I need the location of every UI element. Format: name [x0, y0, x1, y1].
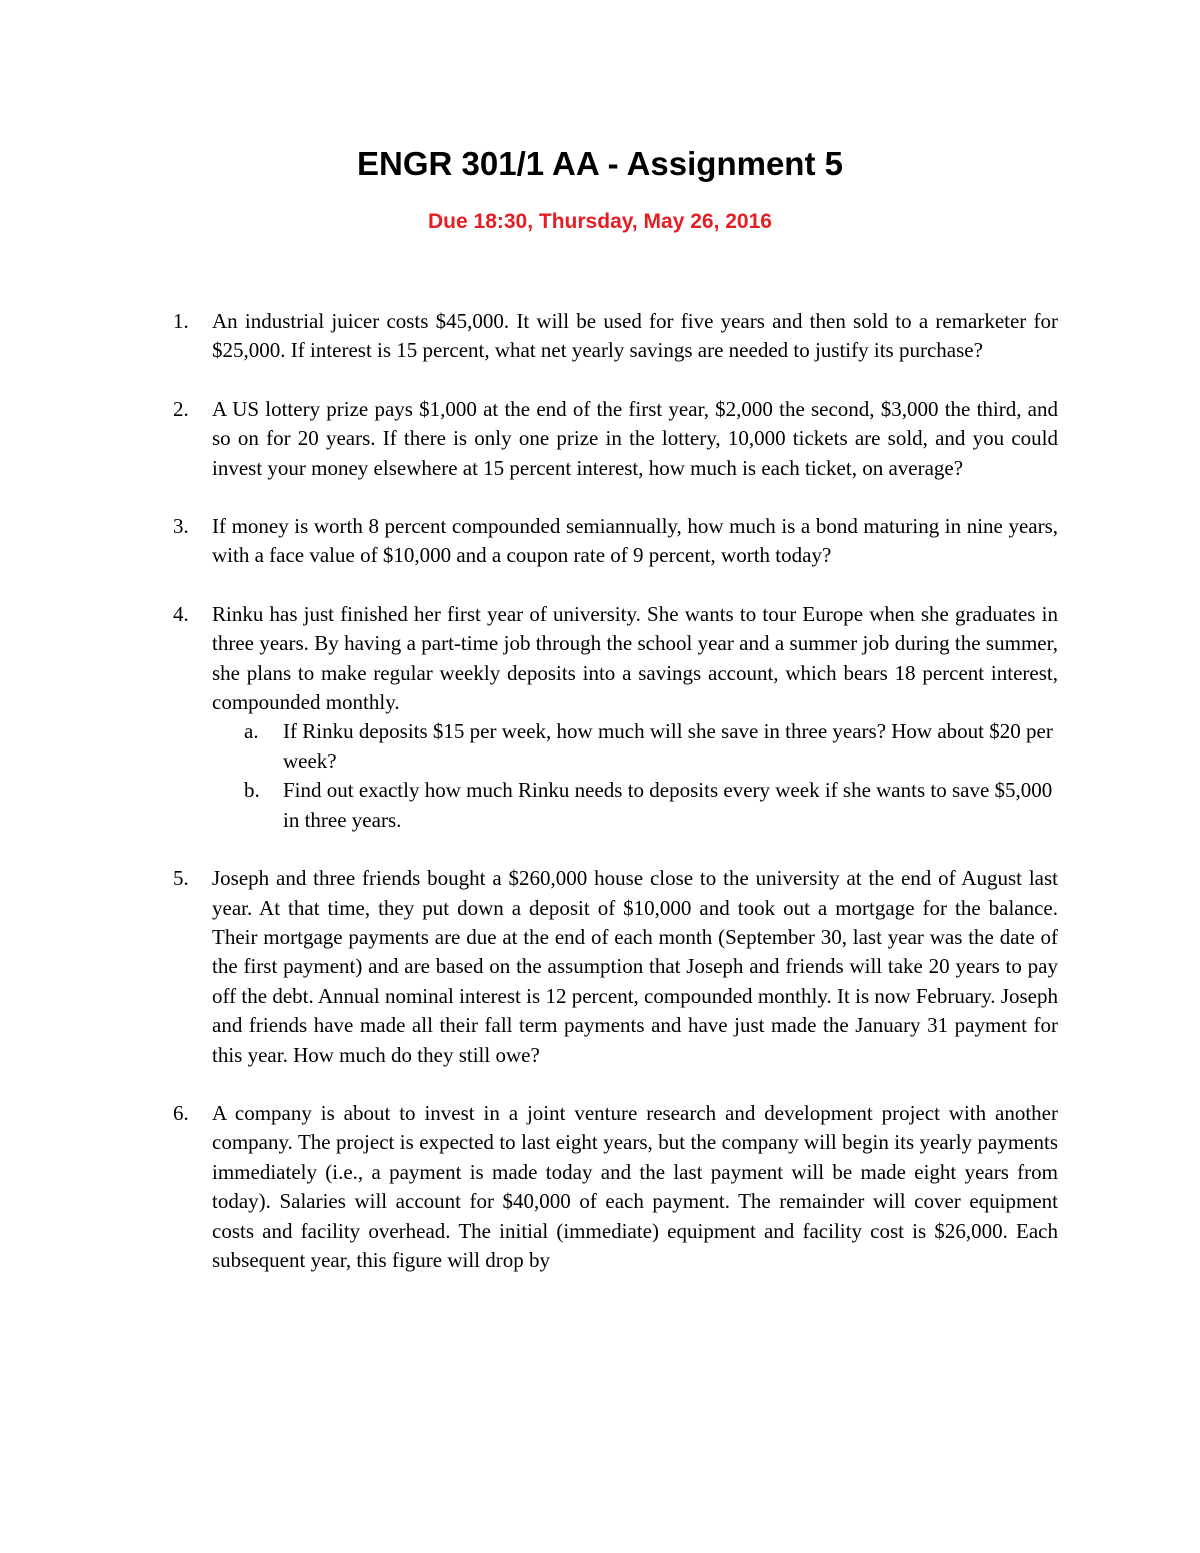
question-number: 6. — [173, 1100, 189, 1125]
subpart-text: If Rinku deposits $15 per week, how much will she save in three years? How about $20 per week? — [283, 719, 1053, 773]
subpart-a — [0, 717, 1200, 776]
question-number: 4. — [173, 601, 189, 626]
question-text: A US lottery prize pays $1,000 at the end of the first year, $2,000 the second, $3,000 the third, and so on for 20 years. If there is only one prize in the lottery, 10,000 tickets are sold, and you could invest your money elsewhere at 15 percent interest, how much is each ticket, on average? — [212, 396, 1058, 480]
question-2 — [0, 395, 1200, 483]
subpart-list — [0, 717, 1200, 835]
question-number: 1. — [173, 309, 189, 333]
question-4 — [0, 600, 1200, 835]
document-title: ENGR 301/1 AA - Assignment 5 — [357, 145, 843, 182]
question-1 — [0, 307, 1200, 366]
question-3 — [0, 512, 1200, 571]
due-date: Due 18:30, Thursday, May 26, 2016 — [428, 210, 772, 233]
question-number: 3. — [173, 514, 189, 539]
question-5 — [0, 864, 1200, 1070]
question-text: If money is worth 8 percent compounded semiannually, how much is a bond maturing in nine years, with a face value of $10,000 and a coupon rate of 9 percent, worth today? — [212, 514, 1058, 568]
subpart-label: a. — [244, 719, 259, 744]
question-number: 2. — [173, 396, 189, 421]
question-text: An industrial juicer costs $45,000. It will be used for five years and then sold to a remarketer for $25,000. If interest is 15 percent, what net yearly savings are needed to justify its purchase? — [212, 309, 1058, 363]
question-text: A company is about to invest in a joint venture research and development project with another company. The project is expected to last eight years, but the company will begin its yearly payments immediately (i.e., a payment is made today and the last payment will be made eight years from today). Salaries will account for $40,000 of each payment. The remainder will cover equipment costs and facility overhead. The initial (immediate) equipment and facility cost is $26,000. Each subsequent year, this figure will drop by — [212, 1100, 1058, 1272]
subpart-b — [0, 776, 1200, 835]
question-number: 5. — [173, 866, 189, 891]
subpart-text: Find out exactly how much Rinku needs to deposits every week if she wants to save $5,000 in three years. — [283, 778, 1053, 832]
question-text: Rinku has just finished her first year of university. She wants to tour Europe when she graduates in three years. By having a part-time job through the school year and a summer job during the summer, she plans to make regular weekly deposits into a savings account, which bears 18 percent interest, compounded monthly. — [212, 601, 1058, 715]
question-text: Joseph and three friends bought a $260,000 house close to the university at the end of August last year. At that time, they put down a deposit of $10,000 and took out a mortgage for the balance. Their mortgage payments are due at the end of each month (September 30, last year was the date of the first payment) and are based on the assumption that Joseph and friends will take 20 years to pay off the debt. Annual nominal interest is 12 percent, compounded monthly. It is now February. Joseph and friends have made all their fall term payments and have just made the January 31 payment for this year. How much do they still owe? — [212, 866, 1058, 1067]
subpart-label: b. — [244, 778, 260, 803]
question-list — [0, 307, 1200, 1304]
question-6 — [0, 1099, 1200, 1275]
